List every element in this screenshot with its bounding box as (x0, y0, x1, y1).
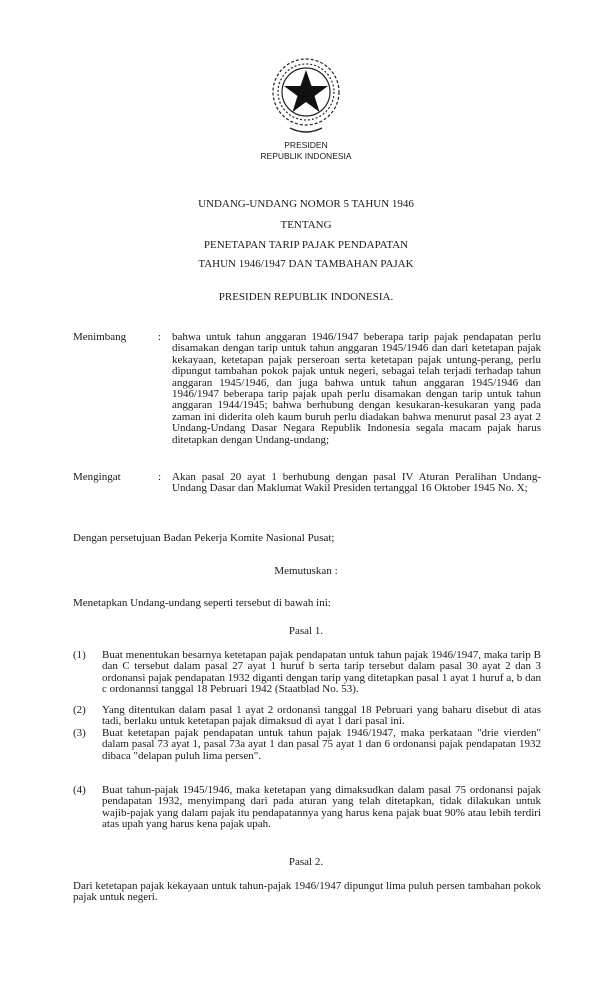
title-line-1: UNDANG-UNDANG NOMOR 5 TAHUN 1946 (198, 198, 414, 210)
menimbang-label: Menimbang (73, 331, 127, 343)
pasal-1-item-text: Buat menentukan besarnya ketetapan pajak pendapatan untuk tahun pajak 1946/1947, maka tarip B dan C tersebut dalam pasal 27 ayat 1 huruf b serta tarip tersebut dalam pasal 30 ayat 2 dan 3 ordonansi pajak pendapatan 1932 diganti dengan tarip yang ditetapkan pasal 1 ayat 1 huruf a, b dan c ordonannsi tanggal 18 Pebruari 1942 (Staatblad No. 53). (102, 649, 541, 696)
menimbang-text: bahwa untuk tahun anggaran 1946/1947 beberapa tarip pajak pendapatan perlu disamakan dengan tarip untuk tahun anggaran 1945/1946 dan dari ketetapan pajak kekayaan, ketetapan pajak perseroan serta ketetapan pajak untung-perang, perlu dipungut tambahan pokok pajak untuk negeri, sebagai telah terjadi terhadap tahun anggaran 1945/1946, dan juga bahwa untuk tahun anggaran 1945/1946 dan 1946/1947 beberapa tarip pajak upah perlu disamakan dengan tarip untuk tahun anggaran 1944/1945; bahwa berhubung dengan kesukaran-kesukaran yang pada zaman ini diderita oleh kaum buruh perlu diadakan bahwa menurut pasal 23 ayat 2 Undang-Undang Dasar Negara Republik Indonesia segala macam pajak harus ditetapkan dengan Undang-undang; (172, 331, 541, 446)
mengingat-colon: : (158, 471, 162, 483)
mengingat-text: Akan pasal 20 ayat 1 berhubung dengan pasal IV Aturan Peralihan Undang-Undang Dasar dan Maklumat Wakil Presiden tertanggal 16 Oktober 1945 No. X; (172, 471, 541, 495)
pasal-1-item-text: Buat ketetapan pajak pendapatan untuk tahun pajak 1946/1947, maka perkataan "drie vierden" dalam pasal 73 ayat 1, pasal 73a ayat 1 dan pasal 75 ayat 1 dan 6 ordonansi pajak pendapatan 1932 dibaca "delapan puluh lima persen". (102, 727, 541, 762)
pasal-1-heading: Pasal 1. (288, 625, 324, 637)
pasal-2-heading: Pasal 2. (288, 856, 324, 868)
persetujuan-text: Dengan persetujuan Badan Pekerja Komite Nasional Pusat; (73, 532, 335, 544)
enacting-authority: PRESIDEN REPUBLIK INDONESIA. (218, 291, 394, 303)
pasal-2-text: Dari ketetapan pajak kekayaan untuk tahun-pajak 1946/1947 dipungut lima puluh persen tambahan pokok pajak untuk negeri. (73, 880, 541, 904)
pasal-1-item-number: (4) (73, 784, 86, 796)
memutuskan-heading: Memutuskan : (274, 565, 338, 577)
title-line-3: PENETAPAN TARIP PAJAK PENDAPATAN (203, 239, 409, 251)
pasal-1-item-number: (1) (73, 649, 86, 661)
pasal-1-item-text: Buat tahun-pajak 1945/1946, maka ketetapan yang dimaksudkan dalam pasal 75 ordonansi pajak pendapatan 1932, menyimpang dari pada aturan yang telah ditetapkan, tidak dilakukan untuk wajib-pajak yang dalam pajak itu pendapatannya yang harus kena pajak buat 90% atau lebih terdiri atas upah yang harus kena pajak upah. (102, 784, 541, 831)
pasal-1-item-text: Yang ditentukan dalam pasal 1 ayat 2 ordonansi tanggal 18 Pebruari yang baharu disebut di atas tadi, berlaku untuk ketetapan pajak dimaksud di ayat 1 dari pasal ini. (102, 704, 541, 728)
presidential-seal-icon (268, 52, 344, 140)
menetapkan-text: Menetapkan Undang-undang seperti tersebut di bawah ini: (73, 597, 331, 609)
mengingat-label: Mengingat (73, 471, 121, 483)
header-republik-indonesia: REPUBLIK INDONESIA (260, 151, 352, 161)
pasal-1-item-number: (2) (73, 704, 86, 716)
title-line-4: TAHUN 1946/1947 DAN TAMBAHAN PAJAK (198, 258, 414, 270)
title-line-2: TENTANG (280, 219, 332, 231)
pasal-1-item-number: (3) (73, 727, 86, 739)
menimbang-colon: : (158, 331, 162, 343)
header-presiden: PRESIDEN (284, 140, 328, 150)
